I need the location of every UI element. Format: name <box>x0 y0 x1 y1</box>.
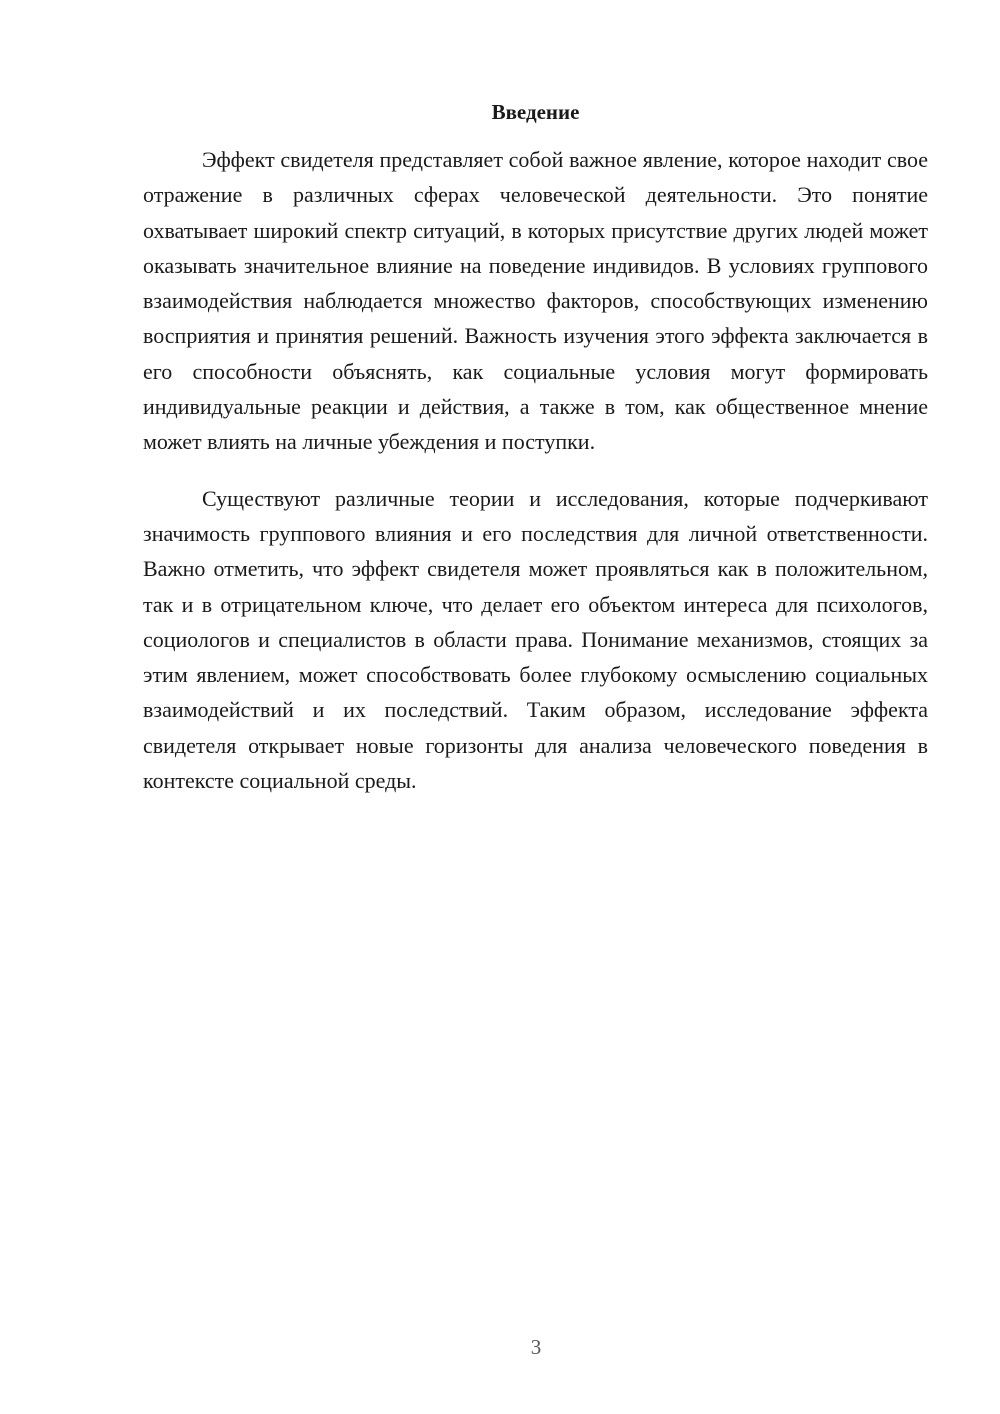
section-heading: Введение <box>491 100 580 124</box>
paragraph-2: Существуют различные теории и исследования, которые подчеркивают значимость группового влияния и его последствия для личной ответственности. Важно отметить, что эффект свидетеля может проявляться как в положительном, так и в отрицательном ключе, что делает его объектом интереса для психологов, социологов и специалистов в области права. Понимание механизмов, стоящих за этим явлением, может способствовать более глубокому осмыслению социальных взаимодействий и их последствий. Таким образом, исследование эффекта свидетеля открывает новые горизонты для анализа человеческого поведения в контексте социальной среды. <box>143 485 928 794</box>
body-text <box>143 142 928 798</box>
page-number: 3 <box>530 1335 542 1359</box>
paragraph-1: Эффект свидетеля представляет собой важное явление, которое находит свое отражение в различных сферах человеческой деятельности. Это понятие охватывает широкий спектр ситуаций, в которых присутствие других людей может оказывать значительное влияние на поведение индивидов. В условиях группового взаимодействия наблюдается множество факторов, способствующих изменению восприятия и принятия решений. Важность изучения этого эффекта заключается в его способности объяснять, как социальные условия могут формировать индивидуальные реакции и действия, а также в том, как общественное мнение может влиять на личные убеждения и поступки. <box>143 147 928 455</box>
